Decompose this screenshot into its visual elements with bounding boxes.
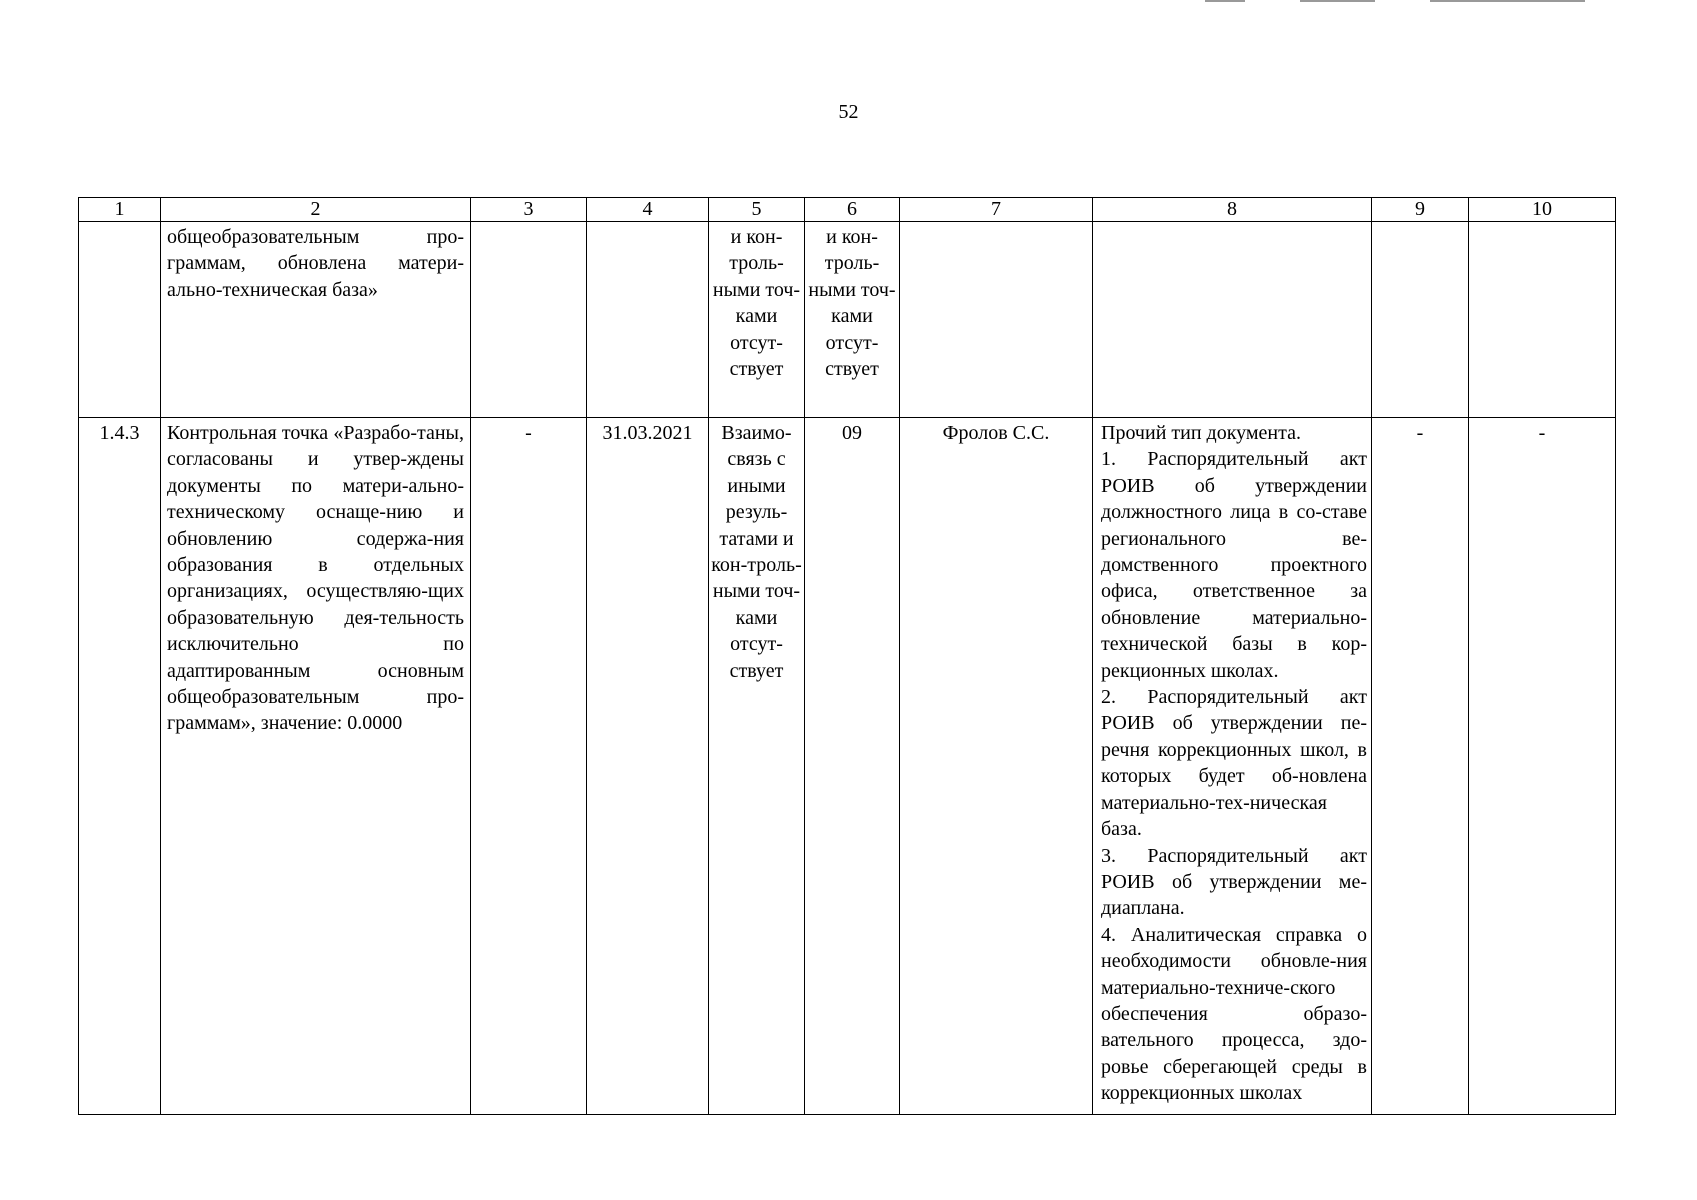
cell-number: 1.4.3 <box>79 418 161 1115</box>
cell-col4 <box>587 222 709 418</box>
cell-date: 31.03.2021 <box>587 418 709 1115</box>
cell-col7 <box>900 222 1093 418</box>
table-row <box>79 418 1616 1115</box>
cell-col10: - <box>1469 418 1616 1115</box>
header-cell: 1 <box>79 198 161 222</box>
cell-col3 <box>471 222 587 418</box>
table-row <box>79 222 1616 418</box>
cell-col8 <box>1093 222 1372 418</box>
documents-item: 4. Аналитическая справка о необходимости обновле-ния материально-техниче-ского обеспечения образо-вательного процесса, здо-ровье сберегающей среды в коррекционных школах <box>1101 923 1367 1105</box>
header-cell: 3 <box>471 198 587 222</box>
cell-description: общеобразовательным про-граммам, обновлена матери-ально-техническая база» <box>161 222 471 418</box>
scan-artifact <box>1300 0 1375 2</box>
documents-item: 2. Распорядительный акт РОИВ об утверждении пе-речня коррекционных школ, в которых будет об-новлена материально-тех-ническая база. <box>1101 686 1367 841</box>
plan-table <box>78 197 1616 1115</box>
scan-artifact <box>1205 0 1245 2</box>
header-cell: 9 <box>1372 198 1469 222</box>
header-cell: 5 <box>709 198 805 222</box>
cell-documents <box>1093 418 1372 1115</box>
header-cell: 4 <box>587 198 709 222</box>
cell-col10 <box>1469 222 1616 418</box>
cell-relation: и кон-троль-ными точ-ками отсут-ствует <box>805 222 900 418</box>
cell-code: 09 <box>805 418 900 1115</box>
cell-description: Контрольная точка «Разрабо-таны, согласованы и утвер-ждены документы по матери-ально-техническому оснаще-нию и обновлению содержа-ния образования в отдельных организациях, осуществляю-щих образовательную дея-тельность исключительно по адаптированным основным общеобразовательным про-граммам», значение: 0.0000 <box>161 418 471 1115</box>
documents-intro: Прочий тип документа. <box>1101 422 1301 444</box>
cell-col9 <box>1372 222 1469 418</box>
cell-number <box>79 222 161 418</box>
scan-artifact <box>1430 0 1585 2</box>
header-cell: 8 <box>1093 198 1372 222</box>
cell-relation: Взаимо-связь с иными резуль-татами и кон-троль-ными точ-ками отсут-ствует <box>709 418 805 1115</box>
page-number: 52 <box>838 101 859 123</box>
cell-col3: - <box>471 418 587 1115</box>
header-cell: 6 <box>805 198 900 222</box>
header-row <box>79 198 1616 222</box>
documents-item: 1. Распорядительный акт РОИВ об утверждении должностного лица в со-ставе регионального ве-домственного проектного офиса, ответственное за обновление материально-технической базы в кор-рекционных школах. <box>1101 448 1367 682</box>
documents-item: 3. Распорядительный акт РОИВ об утверждении ме-диаплана. <box>1101 844 1367 920</box>
header-cell: 2 <box>161 198 471 222</box>
cell-responsible: Фролов С.С. <box>900 418 1093 1115</box>
cell-relation: и кон-троль-ными точ-ками отсут-ствует <box>709 222 805 418</box>
header-cell: 7 <box>900 198 1093 222</box>
cell-col9: - <box>1372 418 1469 1115</box>
header-cell: 10 <box>1469 198 1616 222</box>
